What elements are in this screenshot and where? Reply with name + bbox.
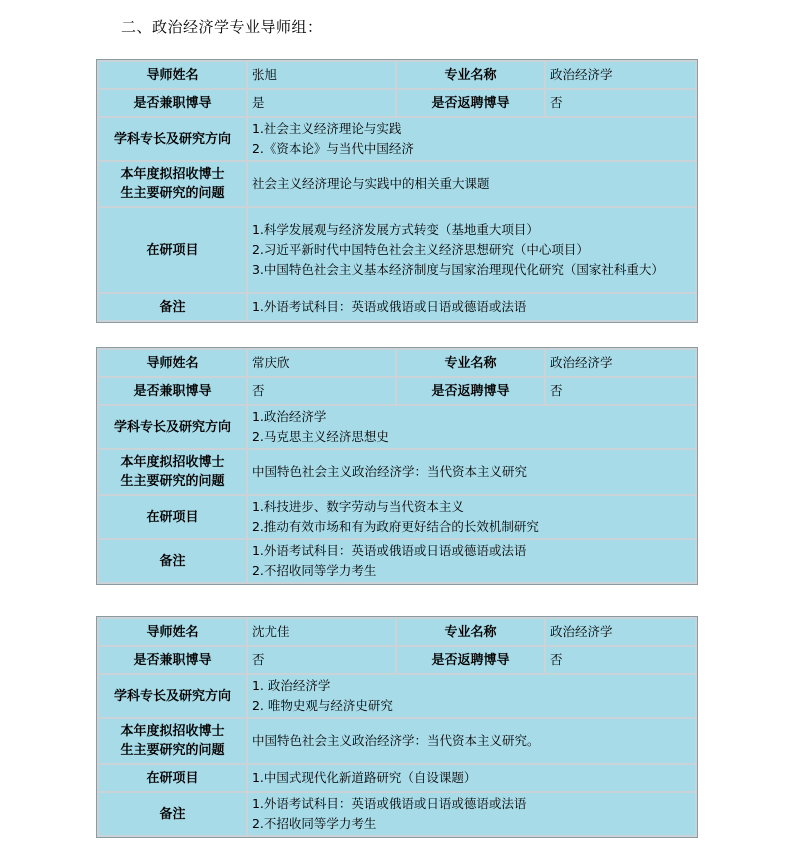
topic-value: 中国特色社会主义政治经济学：当代资本主义研究	[248, 450, 695, 494]
major-value: 政治经济学	[546, 619, 695, 645]
remarks-value	[248, 294, 695, 320]
section-title: 二、政治经济学专业导师组：	[121, 18, 323, 36]
remarks-label: 备注	[99, 294, 246, 320]
advisor-name: 常庆欣	[248, 350, 395, 376]
project-line: 1.科技进步、数字劳动与当代资本主义	[251, 499, 464, 514]
major-value: 政治经济学	[546, 350, 695, 376]
project-line: 2.习近平新时代中国特色社会主义经济思想研究（中心项目）	[251, 242, 589, 257]
specialty-line: 2. 唯物史观与经济史研究	[251, 698, 393, 713]
specialty-value	[248, 406, 695, 448]
name-label: 导师姓名	[99, 62, 246, 88]
rehired-label: 是否返聘博导	[397, 378, 544, 404]
rehired-label: 是否返聘博导	[397, 90, 544, 116]
concurrent-value: 否	[248, 378, 395, 404]
topic-label-line1: 本年度拟招收博士	[120, 455, 225, 470]
advisor-table	[96, 59, 698, 323]
remark-line: 1.外语考试科目：英语或俄语或日语或德语或法语	[251, 796, 527, 811]
projects-label: 在研项目	[99, 496, 246, 538]
specialty-line: 2.马克思主义经济思想史	[251, 429, 389, 444]
project-line: 3.中国特色社会主义基本经济制度与国家治理现代化研究（国家社科重大）	[251, 262, 664, 277]
specialty-line: 2.《资本论》与当代中国经济	[251, 141, 414, 156]
specialty-value	[248, 118, 695, 160]
advisor-table	[96, 347, 698, 585]
name-label: 导师姓名	[99, 619, 246, 645]
specialty-value	[248, 675, 695, 717]
topic-label-line2: 生主要研究的问题	[120, 474, 225, 489]
remark-line: 2.不招收同等学力考生	[251, 816, 377, 831]
projects-value	[248, 208, 695, 292]
specialty-label: 学科专长及研究方向	[99, 675, 246, 717]
remarks-value	[248, 793, 695, 835]
specialty-line: 1.社会主义经济理论与实践	[251, 121, 402, 136]
remark-line: 1.外语考试科目：英语或俄语或日语或德语或法语	[251, 543, 527, 558]
major-label: 专业名称	[397, 619, 544, 645]
project-line: 2.推动有效市场和有为政府更好结合的长效机制研究	[251, 519, 539, 534]
projects-label: 在研项目	[99, 208, 246, 292]
rehired-value: 否	[546, 90, 695, 116]
advisor-table	[96, 616, 698, 838]
advisor-name: 张旭	[248, 62, 395, 88]
projects-label: 在研项目	[99, 765, 246, 791]
project-line: 1.科学发展观与经济发展方式转变（基地重大项目）	[251, 222, 539, 237]
topic-label	[99, 162, 246, 206]
rehired-value: 否	[546, 378, 695, 404]
specialty-line: 1. 政治经济学	[251, 678, 331, 693]
project-line: 1.中国式现代化新道路研究（自设课题）	[251, 770, 477, 785]
remark-line: 2.不招收同等学力考生	[251, 563, 377, 578]
rehired-label: 是否返聘博导	[397, 647, 544, 673]
concurrent-value: 否	[248, 647, 395, 673]
concurrent-value: 是	[248, 90, 395, 116]
topic-label	[99, 719, 246, 763]
projects-value	[248, 765, 695, 791]
concurrent-label: 是否兼职博导	[99, 378, 246, 404]
topic-label-line1: 本年度拟招收博士	[120, 724, 225, 739]
remark-line: 1.外语考试科目：英语或俄语或日语或德语或法语	[251, 299, 527, 314]
remarks-value	[248, 540, 695, 582]
topic-label-line1: 本年度拟招收博士	[120, 167, 225, 182]
remarks-label: 备注	[99, 793, 246, 835]
specialty-label: 学科专长及研究方向	[99, 406, 246, 448]
topic-label	[99, 450, 246, 494]
advisor-name: 沈尤佳	[248, 619, 395, 645]
topic-value: 社会主义经济理论与实践中的相关重大课题	[248, 162, 695, 206]
rehired-value: 否	[546, 647, 695, 673]
concurrent-label: 是否兼职博导	[99, 90, 246, 116]
specialty-label: 学科专长及研究方向	[99, 118, 246, 160]
major-label: 专业名称	[397, 350, 544, 376]
name-label: 导师姓名	[99, 350, 246, 376]
concurrent-label: 是否兼职博导	[99, 647, 246, 673]
remarks-label: 备注	[99, 540, 246, 582]
major-label: 专业名称	[397, 62, 544, 88]
topic-label-line2: 生主要研究的问题	[120, 186, 225, 201]
specialty-line: 1.政治经济学	[251, 409, 327, 424]
topic-label-line2: 生主要研究的问题	[120, 743, 225, 758]
major-value: 政治经济学	[546, 62, 695, 88]
topic-value: 中国特色社会主义政治经济学：当代资本主义研究。	[248, 719, 695, 763]
projects-value	[248, 496, 695, 538]
